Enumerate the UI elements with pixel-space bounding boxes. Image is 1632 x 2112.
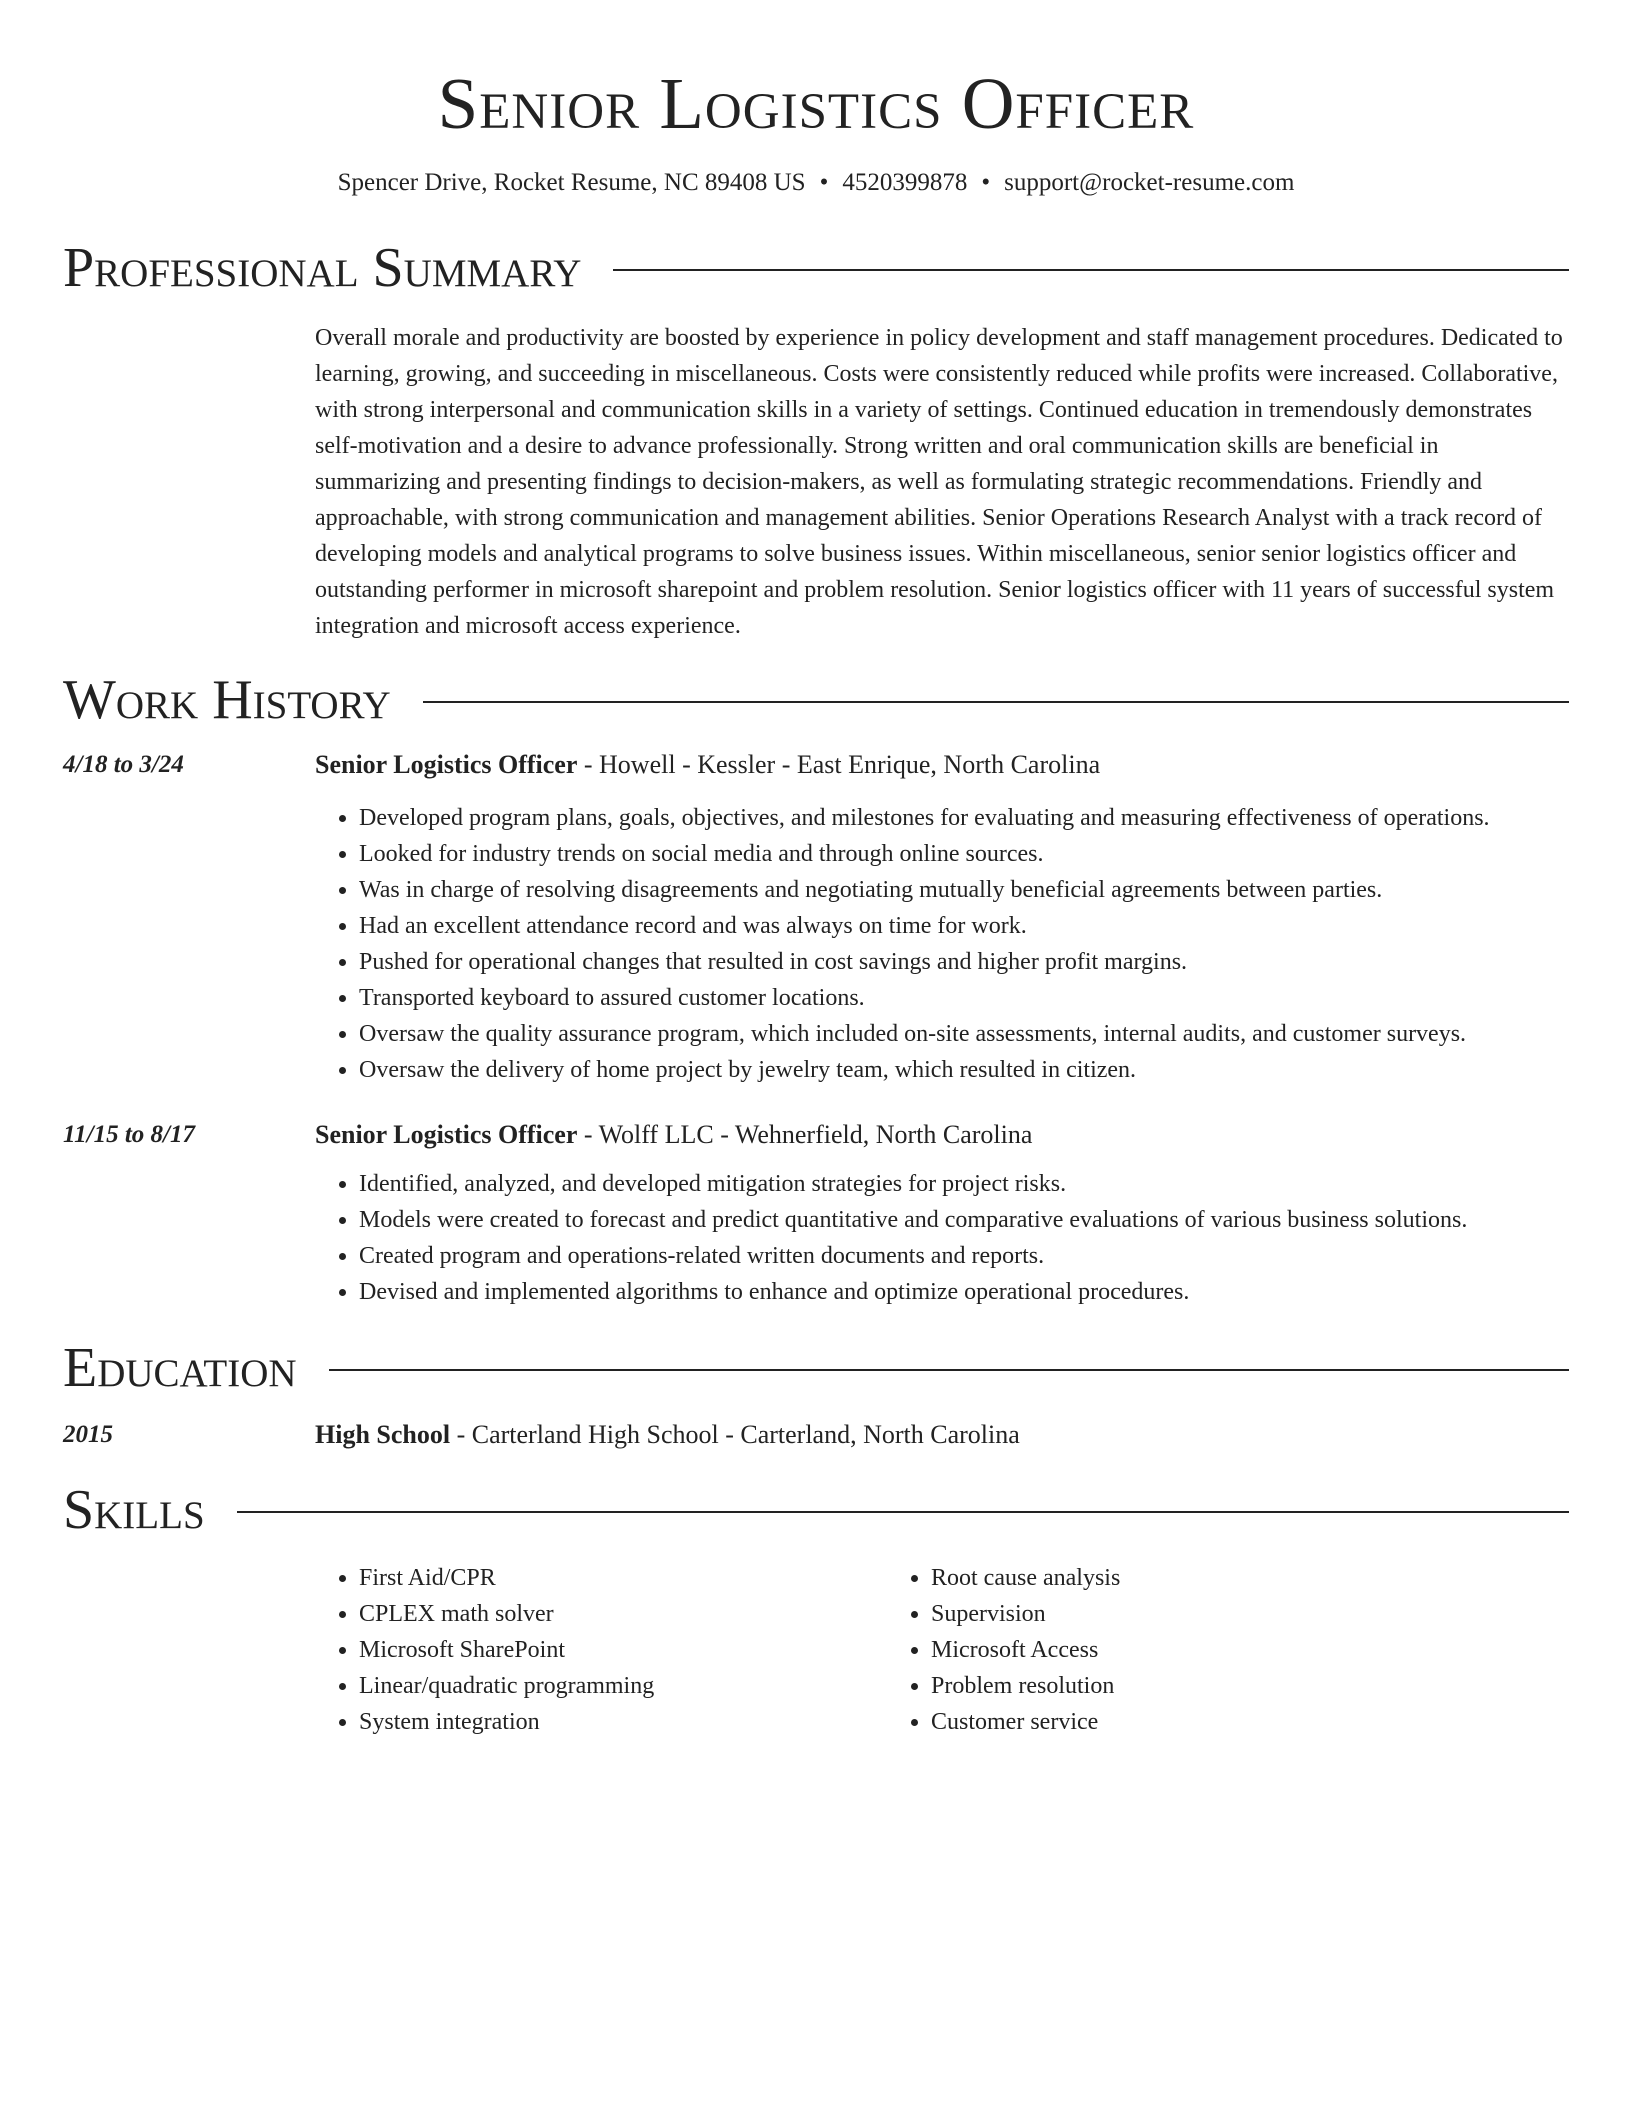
skill-item: • Root cause analysis [931,1560,1459,1596]
skills-section-header [63,1480,1569,1540]
job-bullets [315,800,1569,1088]
education-details: - Carterland High School - Carterland, North Carolina [450,1420,1020,1449]
section-divider [613,269,1569,271]
education-degree: High School [315,1420,451,1449]
job-bullet: • Transported keyboard to assured customer locations. [359,980,1569,1016]
job-bullet: • Identified, analyzed, and developed mitigation strategies for project risks. [359,1166,1569,1202]
job-bullet: • Devised and implemented algorithms to enhance and optimize operational procedures. [359,1274,1569,1310]
job-bullet: • Models were created to forecast and predict quantitative and comparative evaluations of various business solutions. [359,1202,1569,1238]
job-entry [63,1118,1569,1310]
summary-row [63,320,1569,644]
skills-section-title: Skills [63,1479,205,1541]
section-divider [237,1511,1569,1513]
contact-separator: • [981,169,991,196]
job-bullet: • Oversaw the quality assurance program, which included on-site assessments, internal audits, and customer surveys. [359,1016,1569,1052]
resume-name: Senior Logistics Officer [437,63,1195,144]
education-section-title: Education [63,1337,297,1399]
skill-item: • First Aid/CPR [359,1560,887,1596]
contact-phone: 4520399878 [842,169,968,196]
section-divider [329,1369,1569,1371]
skill-item: • Linear/quadratic programming [359,1668,887,1704]
education-year: 2015 [63,1421,113,1448]
education-body [315,1418,1569,1452]
job-bullet: • Oversaw the delivery of home project by jewelry team, which resulted in citizen. [359,1052,1569,1088]
contact-line [63,166,1569,200]
education-entry [63,1418,1569,1452]
skill-item: • Supervision [931,1596,1459,1632]
skills-grid [315,1560,1569,1740]
skill-item: • Microsoft SharePoint [359,1632,887,1668]
summary-section-header [63,238,1569,298]
job-bullet: • Looked for industry trends on social media and through online sources. [359,836,1569,872]
job-details: - Howell - Kessler - East Enrique, North Carolina [577,750,1101,779]
contact-separator: • [819,169,829,196]
skill-item: • CPLEX math solver [359,1596,887,1632]
work-section-title: Work History [63,669,391,731]
summary-spacer [63,320,315,644]
job-title: Senior Logistics Officer [315,750,578,779]
job-bullet: • Had an excellent attendance record and was always on time for work. [359,908,1569,944]
job-details: - Wolff LLC - Wehnerfield, North Carolina [577,1120,1033,1149]
job-bullets [315,1166,1569,1310]
job-body [315,1118,1569,1310]
work-section-header [63,670,1569,730]
job-dates: 11/15 to 8/17 [63,1121,195,1148]
education-section-header [63,1338,1569,1398]
job-bullet: • Created program and operations-related written documents and reports. [359,1238,1569,1274]
skills-list-left [315,1560,887,1740]
job-bullet: • Developed program plans, goals, objectives, and milestones for evaluating and measuring effectiveness of operations. [359,800,1569,836]
job-bullet: • Was in charge of resolving disagreements and negotiating mutually beneficial agreements between parties. [359,872,1569,908]
summary-text: Overall morale and productivity are boosted by experience in policy development and staff management procedures. Dedicated to learning, growing, and succeeding in miscellaneous. Costs were consistently reduced while profits were increased. Collaborative, with strong interpersonal and communication skills in a variety of settings. Continued education in tremendously demonstrates self-motivation and a desire to advance professionally. Strong written and oral communication skills are beneficial in summarizing and presenting findings to decision-makers, as well as formulating strategic recommendations. Friendly and approachable, with strong communication and management abilities. Senior Operations Research Analyst with a track record of developing models and analytical programs to solve business issues. Within miscellaneous, senior senior logistics officer and outstanding performer in microsoft sharepoint and problem resolution. Senior logistics officer with 11 years of successful system integration and microsoft access experience. [315,325,1563,639]
job-heading [315,748,1569,782]
skill-item: • Problem resolution [931,1668,1459,1704]
skills-list-right [887,1560,1459,1740]
job-title: Senior Logistics Officer [315,1120,578,1149]
skill-item: • Customer service [931,1704,1459,1740]
skills-spacer [63,1560,315,1740]
skill-item: • Microsoft Access [931,1632,1459,1668]
job-heading [315,1118,1569,1152]
job-dates: 4/18 to 3/24 [63,751,184,778]
skill-item: • System integration [359,1704,887,1740]
job-entry [63,748,1569,1088]
summary-section-title: Professional Summary [63,237,582,299]
job-body [315,748,1569,1088]
job-bullet: • Pushed for operational changes that resulted in cost savings and higher profit margins. [359,944,1569,980]
section-divider [423,701,1569,703]
contact-email: support@rocket-resume.com [1004,169,1295,196]
skills-row [63,1560,1569,1740]
contact-address: Spencer Drive, Rocket Resume, NC 89408 US [337,169,806,196]
